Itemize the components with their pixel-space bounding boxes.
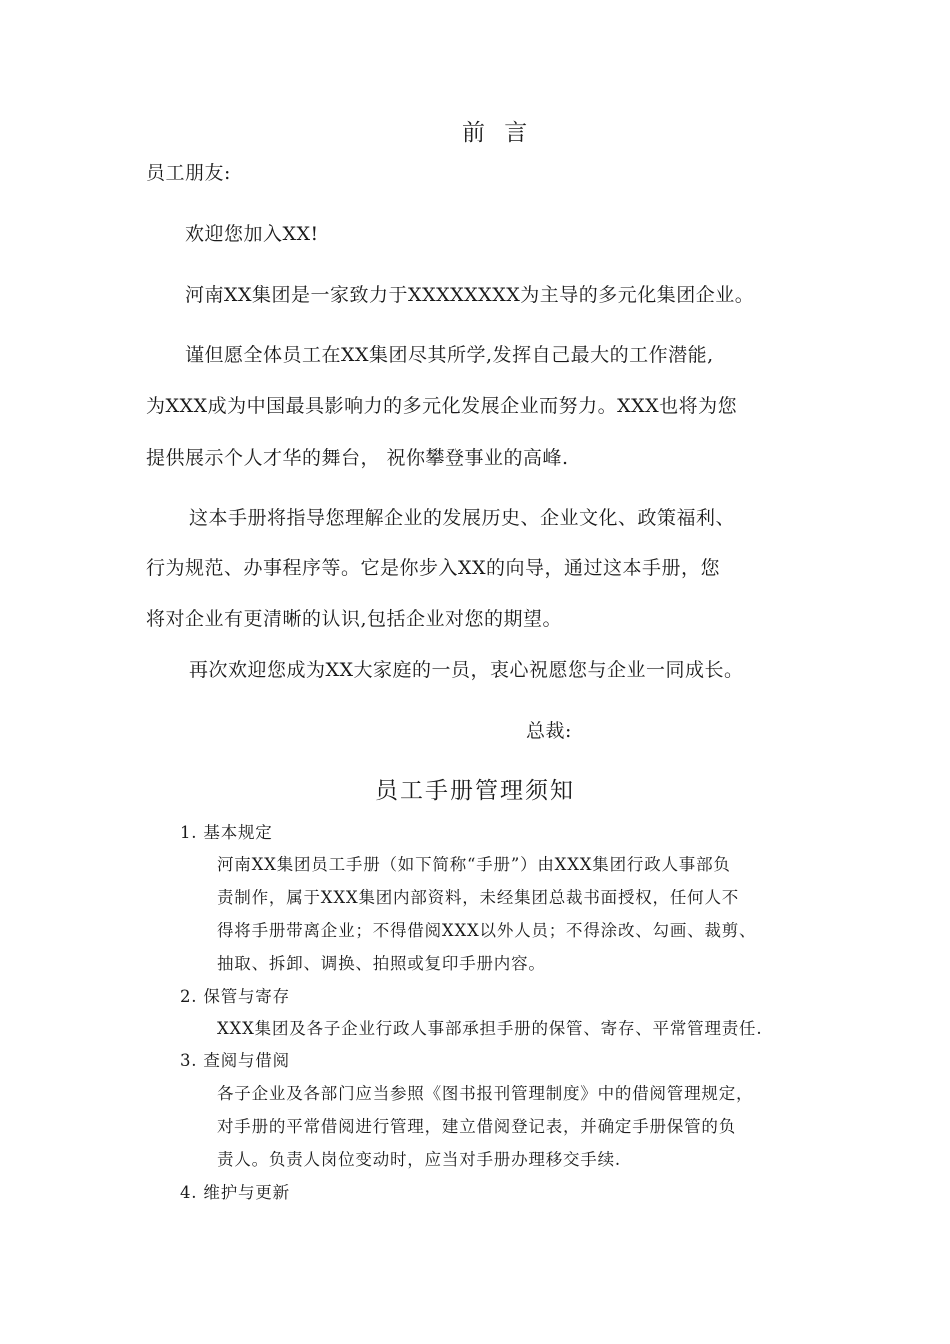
section-line: 对手册的平常借阅进行管理，建立借阅登记表，并确定手册保管的负 (217, 1117, 736, 1136)
preface-paragraph: 河南XX集团是一家致力于XXXXXXXX为主导的多元化集团企业。 (185, 284, 755, 306)
section-line: 河南XX集团员工手册（如下简称“手册”）由XXX集团行政人事部负 (217, 855, 731, 874)
section-line: 各子企业及各部门应当参照《图书报刊管理制度》中的借阅管理规定， (217, 1084, 754, 1103)
section-heading: 4. 维护与更新 (180, 1183, 290, 1202)
preface-paragraph: 将对企业有更清晰的认识,包括企业对您的期望。 (146, 608, 563, 630)
notice-title: 员工手册管理须知 (375, 778, 575, 804)
section-heading: 3. 查阅与借阅 (180, 1051, 290, 1070)
section-heading: 1. 基本规定 (180, 823, 273, 842)
preface-paragraph: 为XXX成为中国最具影响力的多元化发展企业而努力。XXX也将为您 (146, 395, 738, 417)
section-line: 责人。负责人岗位变动时，应当对手册办理移交手续. (217, 1150, 621, 1169)
section-line: 得将手册带离企业；不得借阅XXX以外人员；不得涂改、勾画、裁剪、 (217, 921, 757, 940)
salutation: 员工朋友: (146, 162, 231, 184)
preface-paragraph: 再次欢迎您成为XX大家庭的一员，衷心祝愿您与企业一同成长。 (189, 659, 744, 681)
preface-paragraph: 行为规范、办事程序等。它是你步入XX的向导，通过这本手册，您 (146, 557, 721, 579)
preface-paragraph: 提供展示个人才华的舞台， 祝你攀登事业的高峰. (146, 447, 569, 469)
signature: 总裁: (526, 720, 572, 742)
preface-paragraph: 这本手册将指导您理解企业的发展历史、企业文化、政策福利、 (189, 507, 736, 529)
preface-paragraph: 谨但愿全体员工在XX集团尽其所学,发挥自己最大的工作潜能, (185, 344, 714, 366)
preface-paragraph: 欢迎您加入XX! (185, 223, 319, 245)
section-line: 抽取、拆卸、调换、拍照或复印手册内容。 (217, 954, 546, 973)
section-line: 责制作，属于XXX集团内部资料，未经集团总裁书面授权，任何人不 (217, 888, 740, 907)
section-line: XXX集团及各子企业行政人事部承担手册的保管、寄存、平常管理责任. (217, 1019, 763, 1038)
preface-title: 前 言 (462, 120, 534, 146)
section-heading: 2. 保管与寄存 (180, 987, 290, 1006)
